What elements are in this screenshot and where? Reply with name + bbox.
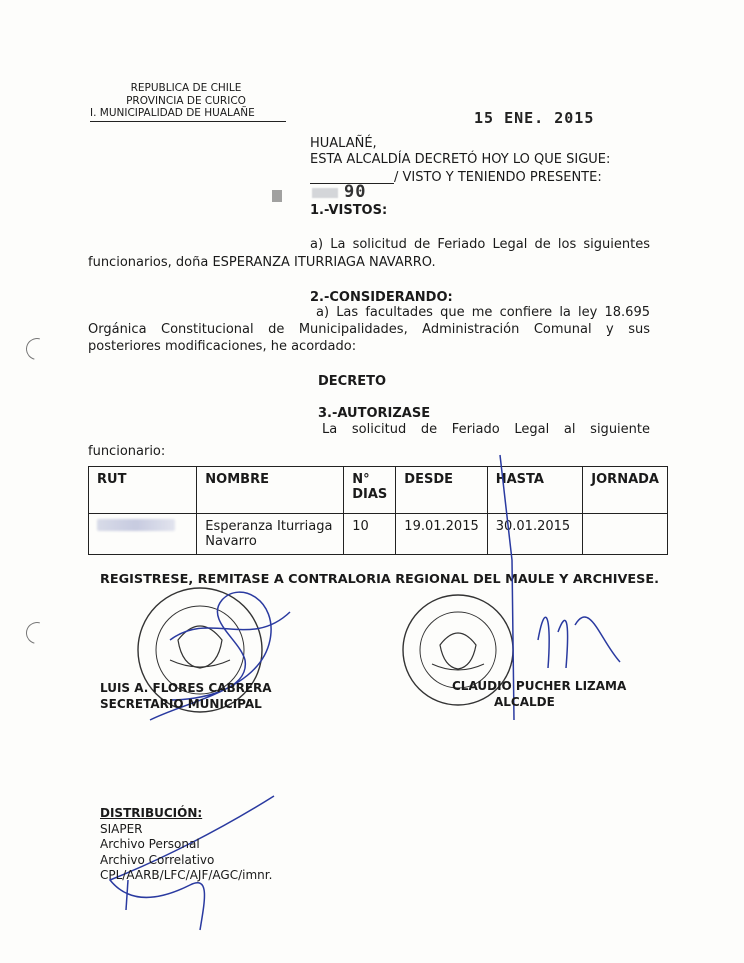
distribution-item: Archivo Correlativo — [100, 852, 215, 867]
left-signer-title: SECRETARIO MUNICIPAL — [100, 697, 262, 711]
cell-dias: 10 — [344, 514, 396, 555]
vistos-a-line1: a) La solicitud de Feriado Legal de los siguientes — [310, 237, 650, 252]
decree-intro-line: ESTA ALCALDÍA DECRETÓ HOY LO QUE SIGUE: — [310, 152, 611, 167]
closing-line: REGISTRESE, REMITASE A CONTRALORIA REGIONAL DEL MAULE Y ARCHIVESE. — [100, 572, 659, 587]
right-signer-name: CLAUDIO PUCHER LIZAMA — [452, 679, 627, 693]
col-header-nombre: NOMBRE — [197, 467, 344, 514]
cell-desde: 19.01.2015 — [396, 514, 487, 555]
left-signer-name: LUIS A. FLORES CABRERA — [100, 681, 272, 695]
place-line: HUALAÑÉ, — [310, 136, 377, 151]
date-stamp: 15 ENE. 2015 — [474, 109, 595, 127]
considerando-heading: 2.-CONSIDERANDO: — [310, 290, 453, 305]
considerando-line3: posteriores modificaciones, he acordado: — [88, 339, 357, 354]
cell-nombre: Esperanza Iturriaga Navarro — [197, 514, 344, 555]
right-signer-title: ALCALDE — [494, 695, 555, 709]
autorizase-heading: 3.-AUTORIZASE — [318, 406, 431, 421]
vistos-a-line2: funcionarios, doña ESPERANZA ITURRIAGA NAVARRO. — [88, 255, 436, 270]
header-municipality: I. MUNICIPALIDAD DE HUALAÑE — [90, 107, 255, 119]
header-country: REPUBLICA DE CHILE — [130, 82, 242, 94]
header-province: PROVINCIA DE CURICO — [126, 94, 246, 107]
visto-line: / VISTO Y TENIENDO PRESENTE: — [394, 170, 602, 185]
col-header-desde: DESDE — [396, 467, 487, 514]
autorizase-line1: La solicitud de Feriado Legal al siguiente — [322, 422, 650, 437]
decreto-heading: DECRETO — [318, 374, 387, 389]
col-header-dias: N° DIAS — [344, 467, 396, 514]
distribution-item: CPL/AARB/LFC/AJF/AGC/imnr. — [100, 868, 273, 882]
col-header-rut: RUT — [89, 467, 197, 514]
decree-number-stamp: 90 — [344, 182, 367, 202]
distribution-heading: DISTRIBUCIÓN: — [100, 806, 203, 820]
distribution-block — [100, 806, 272, 884]
col-header-jornada: JORNADA — [583, 467, 668, 514]
col-header-hasta: HASTA — [487, 467, 583, 514]
distribution-item: SIAPER — [100, 821, 143, 836]
considerando-line2: Orgánica Constitucional de Municipalidades, Administración Comunal y sus — [88, 322, 650, 337]
cell-hasta: 30.01.2015 — [487, 514, 583, 555]
vistos-heading: 1.-VISTOS: — [310, 203, 388, 218]
autorizase-line2: funcionario: — [88, 444, 166, 459]
considerando-line1: a) Las facultades que me confiere la ley 18.695 — [316, 305, 650, 320]
distribution-item: Archivo Personal — [100, 837, 200, 851]
